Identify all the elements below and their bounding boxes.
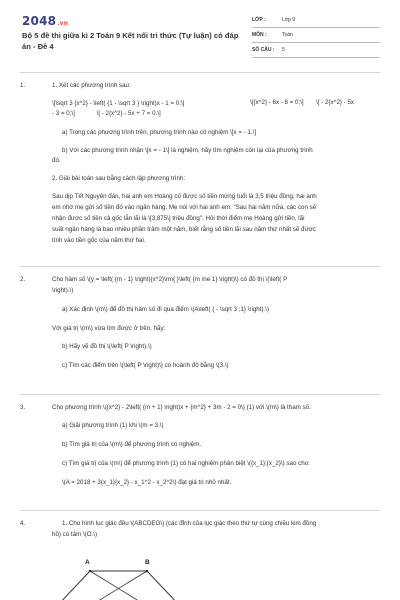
question-text: Cho hàm số \(y = \left( {m - 1} \right){x^2}\rm{ }\left( {m \ne 1} \right)\) có đồ thị \(\left( P [52, 276, 288, 283]
meta-row-subject [252, 29, 380, 43]
diagonal-line [90, 571, 147, 600]
vertex-point-a [89, 570, 92, 573]
meta-value: 5 [282, 47, 285, 53]
hexagon-edges [57, 571, 180, 600]
question-number: 3. [20, 404, 26, 411]
equation: \[{x^2} - 6x - 8 = 0;\] [250, 99, 304, 106]
meta-key: SỐ CÂU : [252, 47, 275, 53]
divider [20, 394, 380, 395]
equation: \[\sqrt 3 {x^2} - \left( {1 - \sqrt 3 } \right)x - 1 = 0;\] [52, 100, 185, 107]
story-line: Sau dịp Tết Nguyên đán, hai anh em Hoàng có được số tiền mừng tuổi là 3,5 triệu đồng, hai anh [52, 193, 317, 200]
question-text: Cho phương trình \({x^2} - 2\left( {m + 1} \right)x + {m^2} + 3m - 2 = 0\) (1) với \(m\) là tham số. [52, 404, 311, 411]
sub-question: \(A = 2018 + 3{x_1}{x_2} - x_1^2 - x_2^2\) đạt giá trị nhỏ nhất. [62, 479, 232, 486]
meta-value: Toán [282, 32, 293, 38]
question-text: \right).\) [52, 287, 74, 294]
site-logo[interactable] [22, 14, 68, 28]
vertex-label-a: A [85, 559, 90, 566]
equation: - 3 = 0;\] [52, 110, 75, 117]
story-line: tính vào tiền gốc của năm thứ hai. [52, 237, 146, 244]
logo-suffix: .vn [57, 20, 69, 27]
question-number: 4. [20, 520, 26, 527]
vertex-point-b [146, 570, 149, 573]
hexagon-figure [52, 556, 192, 600]
sub-question: c) Tìm các điểm trên \(\left( P \right)\) có hoành độ bằng \(3.\) [62, 362, 229, 369]
sub-question: c) Tìm giá trị của \(m\) để phương trình (1) có hai nghiệm phân biệt \({x_1};{x_2}\) sao cho: [62, 460, 310, 467]
question-text: 2. Giải bài toán sau bằng cách lập phương trình: [52, 175, 186, 182]
question-text: 1. Xét các phương trình sau: [52, 82, 131, 89]
meta-row-class [252, 14, 380, 28]
sub-question: a) Giải phương trình (1) khi \(m = 3.\) [62, 422, 164, 429]
hexagon-diagram [52, 556, 192, 600]
sub-question: b) Với các phương trình nhận \[x = - 1\] là nghiệm, hãy tìm nghiệm còn lại của phương trình [62, 147, 313, 154]
equation: \[ - 2{x^2} - 5x [316, 99, 354, 106]
story-line: em nhờ mẹ gửi số tiền đó vào ngân hàng. Mẹ nói với hai anh em: "Sau hai năm nữa, các con sẽ [52, 204, 317, 211]
story-line: suất ngân hàng là bao nhiêu phần trăm một năm, biết rằng số tiền lãi sau năm thứ nhất sẽ được [52, 226, 316, 233]
divider [20, 510, 380, 511]
document-meta [252, 14, 380, 59]
meta-key: MÔN : [252, 32, 267, 38]
meta-row-question-count [252, 44, 380, 58]
sub-question: a) Trong các phương trình trên, phương trình nào có nghiệm \[x = - 1.\] [62, 129, 257, 136]
page-header [0, 0, 400, 70]
divider [20, 72, 380, 73]
sub-question: b) Tìm giá trị của \(m\) để phương trình có nghiệm. [62, 441, 202, 448]
vertex-label-b: B [145, 559, 150, 566]
question-number: 2. [20, 276, 26, 283]
equation-row [52, 109, 382, 119]
equation: \[ - 2{x^2} - 5x + 7 = 0.\] [96, 110, 161, 117]
sub-question: b) Hãy vẽ đồ thị \(\left( P \right).\) [62, 343, 152, 350]
question-number: 1. [20, 82, 26, 89]
document-title: Bộ 5 đề thi giữa kì 2 Toán 9 Kết nối tri thức (Tự luận) có đáp án - Đề 4 [22, 31, 239, 51]
logo-text: 2048 [22, 14, 57, 28]
story-line: nhận được số tiền cả gốc lẫn lãi là \[3,875\] triệu đồng". Hỏi thời điểm mẹ Hoàng gửi tiền, lãi [52, 215, 305, 222]
question-text: hồ) có tâm \(O.\) [52, 531, 98, 538]
meta-key: LỚP : [252, 17, 266, 23]
question-text: 1. Cho hình lục giác đều \(ABCDEG\) (các đỉnh của lục giác theo thứ tự cùng chiều kim đồng [62, 520, 317, 527]
sub-question: a) Xác định \(m\) để đồ thị hàm số đi qua điểm \(A\left( { - \sqrt 3 ;1} \right).\) [62, 306, 270, 313]
sub-question-cont: đó. [52, 157, 61, 164]
divider [20, 266, 380, 267]
diagonal-line [90, 571, 147, 600]
meta-value: Lớp 9 [282, 17, 296, 23]
question-text: Với giá trị \(m\) vừa tìm được ở trên, hãy: [52, 325, 166, 332]
